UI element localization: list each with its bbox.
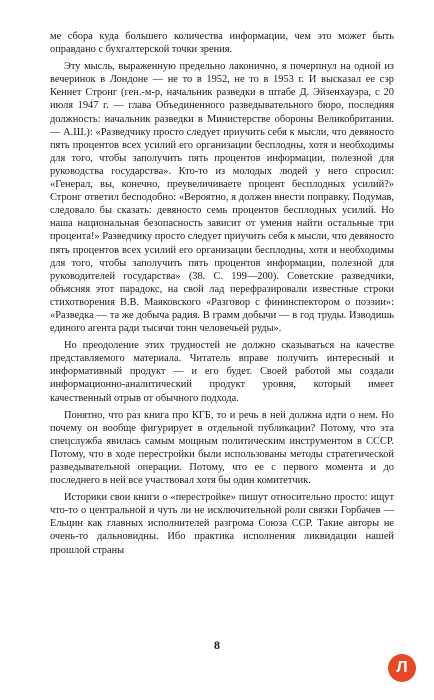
paragraph-2: Эту мысль, выраженную предельно лаконично, я почерпнул на одной из вечеринок в Лондоне — не то в 1952, не то в 1953 г. И высказал ее сэр Кеннет Стронг (ген.-м-р, начальник разведки в штабе Д. Эйзенхауэра, с 20 июля 1947 г. — глава Объединенного разведывательного бюро, последняя должность: начальник разведки в Министерстве обороны Великобритании. — А.Ш.): «Разведчику просто следует приучить себя к мысли, что девяносто пять процентов всех усилий его организации бесплодны, хотя и необходимы для того, чтобы заполучить пять процентов информации, полезной для руководства государства». Кто-то из молодых людей у него спросил: «Генерал, вы, конечно, преувеличиваете процент бесплодных усилий?» Стронг ответил бесподобно: «Вероятно, я должен внести поправку. Подумав, следовало бы сказать: девяносто семь процентов бесплодных усилий. Но наша национальная безопасность зависит от умения найти остальные три процента!» Разведчику просто следует приучить себя к мысли, что девяносто пять процентов всех усилий его организации бесплодны, хотя и необходимы для того, чтобы заполучить пять процентов информации, полезной для руководителей государства» (38. С. 199—200). Советские разведчики, объясняя этот парадокс, на свой лад перефразировали известные строки стихотворения В.В. Маяковского «Разговор с фининспектором о поэзии»: «Разведка — та же добыча радия. В грамм добычи — в год труды. Изводишь единого агента ради тысячи тонн человечьей руды». (50, 61, 394, 335)
litres-logo-icon (388, 654, 416, 682)
logo-letter: Л (396, 659, 408, 676)
page-number: 8 (214, 638, 220, 652)
paragraph-5: Историки свои книги о «перестройке» пишут относительно просто: ищут что-то о центральной и чуть ли не исключительной роли связки Горбачев — Ельцин как главных исполнителей разгрома Союза ССР. Такие авторы не очень-то дальновидны. Ибо практика исполнения ликвидации нашей прошлой страны (50, 492, 394, 556)
paragraph-3: Но преодоление этих трудностей не должно сказываться на качестве представляемого материала. Читатель вправе получить интересный и информативный продукт — и его будет. Своей работой мы создали информационно-аналитический продукт уровня, который имеет качественный отрыв от обычного подхода. (50, 340, 394, 404)
paragraph-1: ме сбора куда большего количества информации, чем это может быть оправдано с бухгалтерской точки зрения. (50, 31, 394, 56)
paragraph-4: Понятно, что раз книга про КГБ, то и речь в ней должна идти о нем. Но почему он вообще фигурирует в отдельной публикации? Потому, что эта спецслужба явилась самым мощным политическим инструментом в СССР. Потому, что в ходе перестройки были использованы методы стратегической разведывательной операции. Потому, что ее с первого момента и до последнего в ней все участвовал хотя бы один комитетчик. (50, 409, 394, 487)
page-text-column (50, 30, 394, 557)
